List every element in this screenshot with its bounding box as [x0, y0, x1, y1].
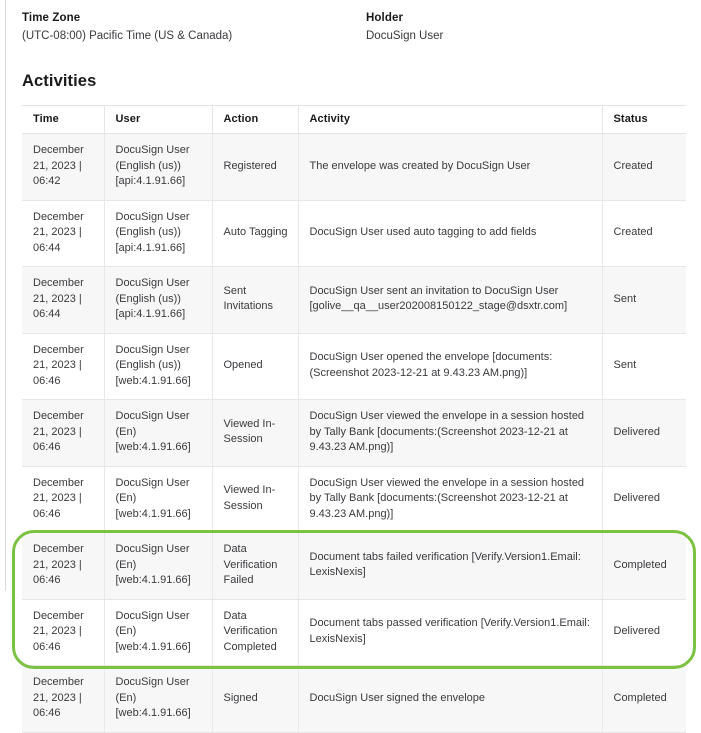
cell-time: December 21, 2023 | 06:44 — [22, 267, 104, 334]
cell-activity: DocuSign User sent an invitation to DocuSign User [golive__qa__user202008150122_stage@dsxtr.com] — [298, 267, 602, 334]
table-row — [22, 134, 686, 201]
cell-time: December 21, 2023 | 06:42 — [22, 134, 104, 201]
page-left-rule — [5, 0, 6, 591]
cell-time: December 21, 2023 | 06:46 — [22, 333, 104, 400]
cell-action: Data Verification Failed — [212, 533, 298, 600]
cell-action: Registered — [212, 134, 298, 201]
cell-activity: DocuSign User viewed the envelope in a session hosted by Tally Bank [documents:(Screenshot 2023-12-21 at 9.43.23 AM.png)] — [298, 466, 602, 533]
cell-time: December 21, 2023 | 06:46 — [22, 400, 104, 467]
column-header-action: Action — [212, 106, 298, 134]
cell-user: DocuSign User (English (us)) [api:4.1.91.66] — [104, 200, 212, 267]
cell-activity: DocuSign User used auto tagging to add fields — [298, 200, 602, 267]
cell-action: Opened — [212, 333, 298, 400]
table-row — [22, 267, 686, 334]
cell-status: Completed — [602, 666, 686, 733]
activities-table-wrap — [22, 105, 686, 733]
cell-user: DocuSign User (En) [web:4.1.91.66] — [104, 666, 212, 733]
cell-status: Created — [602, 200, 686, 267]
column-header-user: User — [104, 106, 212, 134]
cell-user: DocuSign User (En) [web:4.1.91.66] — [104, 466, 212, 533]
cell-action: Viewed In-Session — [212, 466, 298, 533]
cell-time: December 21, 2023 | 06:44 — [22, 200, 104, 267]
table-row — [22, 466, 686, 533]
timezone-value: (UTC-08:00) Pacific Time (US & Canada) — [22, 30, 233, 42]
cell-user: DocuSign User (En) [web:4.1.91.66] — [104, 400, 212, 467]
cell-status: Sent — [602, 333, 686, 400]
cell-time: December 21, 2023 | 06:46 — [22, 599, 104, 666]
envelope-summary — [22, 10, 687, 45]
cell-user: DocuSign User (English (us)) [web:4.1.91.66] — [104, 333, 212, 400]
cell-status: Created — [602, 134, 686, 201]
cell-activity: DocuSign User opened the envelope [documents:(Screenshot 2023-12-21 at 9.43.23 AM.png)] — [298, 333, 602, 400]
holder-label: Holder — [366, 12, 404, 24]
cell-activity: Document tabs passed verification [Verify.Version1.Email: LexisNexis] — [298, 599, 602, 666]
cell-activity: Document tabs failed verification [Verify.Version1.Email: LexisNexis] — [298, 533, 602, 600]
holder-value: DocuSign User — [366, 30, 444, 42]
cell-status: Delivered — [602, 466, 686, 533]
table-row — [22, 666, 686, 733]
cell-user: DocuSign User (En) [web:4.1.91.66] — [104, 599, 212, 666]
cell-user: DocuSign User (English (us)) [api:4.1.91.66] — [104, 267, 212, 334]
cell-user: DocuSign User (English (us)) [api:4.1.91.66] — [104, 134, 212, 201]
table-row — [22, 333, 686, 400]
activities-table — [22, 105, 686, 733]
cell-action: Auto Tagging — [212, 200, 298, 267]
holder-field — [366, 10, 687, 45]
cell-action: Data Verification Completed — [212, 599, 298, 666]
cell-action: Viewed In-Session — [212, 400, 298, 467]
cell-action: Signed — [212, 666, 298, 733]
cell-time: December 21, 2023 | 06:46 — [22, 666, 104, 733]
column-header-status: Status — [602, 106, 686, 134]
timezone-label: Time Zone — [22, 12, 81, 24]
timezone-field — [22, 10, 366, 45]
activities-heading: Activities — [22, 72, 97, 90]
cell-status: Sent — [602, 267, 686, 334]
table-header-row — [22, 106, 686, 134]
cell-user: DocuSign User (En) [web:4.1.91.66] — [104, 533, 212, 600]
column-header-activity: Activity — [298, 106, 602, 134]
cell-time: December 21, 2023 | 06:46 — [22, 466, 104, 533]
cell-activity: The envelope was created by DocuSign User — [298, 134, 602, 201]
table-row — [22, 599, 686, 666]
activities-table-head — [22, 106, 686, 134]
table-row — [22, 200, 686, 267]
cell-status: Delivered — [602, 400, 686, 467]
table-row — [22, 533, 686, 600]
cell-time: December 21, 2023 | 06:46 — [22, 533, 104, 600]
column-header-time: Time — [22, 106, 104, 134]
cell-status: Completed — [602, 533, 686, 600]
cell-action: Sent Invitations — [212, 267, 298, 334]
table-row — [22, 400, 686, 467]
activities-table-body — [22, 134, 686, 733]
cell-activity: DocuSign User signed the envelope — [298, 666, 602, 733]
cell-status: Delivered — [602, 599, 686, 666]
cell-activity: DocuSign User viewed the envelope in a session hosted by Tally Bank [documents:(Screenshot 2023-12-21 at 9.43.23 AM.png)] — [298, 400, 602, 467]
